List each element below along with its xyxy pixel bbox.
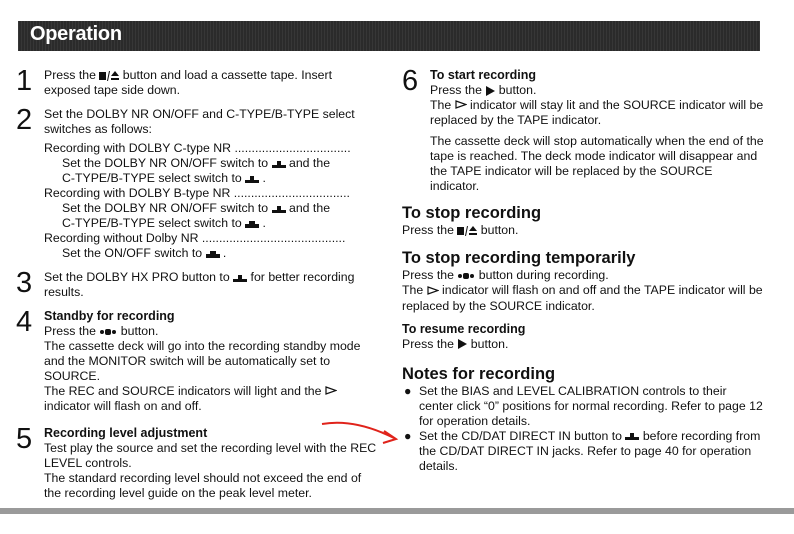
step-paragraph: The indicator will stay lit and the SOURCE indicator will be replaced by the TAPE indicator. (430, 98, 764, 128)
step-2 (16, 104, 378, 137)
step-paragraph: The REC and SOURCE indicators will light and the indicator will flash on and off. (44, 384, 378, 414)
play-icon (485, 86, 495, 96)
step-title: Recording level adjustment (44, 426, 208, 441)
pause-recording-paragraph: The indicator will flash on and off and the TAPE indicator will be replaced by the SOURCE indicator. (402, 283, 763, 313)
step-number: 3 (16, 267, 33, 299)
step-title: Standby for recording (44, 309, 175, 323)
c-type-row: Recording with DOLBY C-type NR .................................. (44, 141, 351, 155)
pause-rec-icon (457, 272, 475, 280)
step-number: 5 (16, 423, 33, 456)
switch-icon (245, 220, 259, 228)
switch-icon (272, 205, 286, 213)
step-4 (16, 306, 378, 414)
indicator-arrow-icon (455, 98, 467, 113)
step-text: Set the DOLBY NR ON/OFF and C-TYPE/B-TYPE select switches as follows: (44, 107, 355, 136)
resume-recording-heading: To resume recording (402, 321, 526, 336)
resume-recording-text: Press the button. (402, 336, 509, 351)
step-paragraph: The cassette deck will stop automatically when the end of the tape is reached. The deck mode indicator will disappear and the TAPE indicator will be replaced by the SOURCE indicator. (430, 134, 764, 194)
red-arrow-annotation (320, 418, 405, 448)
c-type-line1: Set the DOLBY NR ON/OFF switch to and the (62, 156, 331, 170)
section-header (18, 21, 760, 51)
indicator-arrow-icon (325, 384, 337, 399)
b-type-row: Recording with DOLBY B-type NR .................................. (44, 186, 350, 200)
note-item: ● Set the CD/DAT DIRECT IN button to before recording from the CD/DAT DIRECT IN jacks. Refer to page 40 for operation details. (404, 428, 761, 473)
bullet: ● (404, 383, 412, 398)
right-column (402, 65, 764, 474)
play-icon (457, 339, 467, 349)
step-3 (16, 267, 378, 300)
switch-icon (625, 432, 639, 440)
switch-icon (272, 160, 286, 168)
no-dolby-row: Recording without Dolby NR .......................................... (44, 231, 346, 245)
step-line: Press the button. (44, 324, 159, 338)
switch-icon (233, 274, 247, 282)
b-type-line2: C-TYPE/B-TYPE select switch to . (62, 216, 266, 230)
step-line: Press the button. (430, 83, 537, 97)
stop-recording-heading: To stop recording (402, 204, 542, 223)
dolby-settings-table (16, 141, 378, 261)
bottom-rule (0, 508, 794, 514)
switch-icon (245, 175, 259, 183)
step-6 (402, 65, 764, 194)
step-number: 2 (16, 104, 33, 136)
rec-icon (99, 328, 117, 336)
pause-recording-line: Press the button during recording. (402, 268, 609, 283)
step-paragraph: The standard recording level should not exceed the end of the recording level guide on the peak level meter. (44, 471, 362, 501)
pause-recording-heading: To stop recording temporarily (402, 249, 636, 268)
page-title: Operation (30, 23, 122, 45)
note-item: ● Set the BIAS and LEVEL CALIBRATION controls to their center click “0” positions for normal recording. Refer to page 12 for operation details. (404, 383, 763, 428)
step-title: To start recording (430, 68, 537, 82)
step-paragraph: The cassette deck will go into the recording standby mode and the MONITOR switch will be automatically set to SOURCE. (44, 339, 361, 383)
step-text: Press the button and load a cassette tape. Insert exposed tape side down. (44, 68, 332, 97)
step-number: 4 (16, 306, 33, 338)
b-type-line1: Set the DOLBY NR ON/OFF switch to and the (62, 201, 331, 215)
switch-icon (206, 250, 220, 258)
stop-recording-text: Press the button. (402, 223, 519, 238)
no-dolby-line: Set the ON/OFF switch to . (62, 246, 227, 260)
bullet: ● (404, 428, 412, 443)
stop-eject-icon (99, 71, 119, 81)
step-number: 1 (16, 65, 33, 97)
indicator-arrow-icon (427, 284, 439, 299)
notes-heading: Notes for recording (402, 364, 556, 383)
step-number: 6 (402, 65, 419, 97)
step-paragraph: Test play the source and set the recording level with the REC LEVEL controls. (44, 441, 377, 471)
stop-eject-icon (457, 226, 477, 236)
step-1 (16, 65, 378, 98)
c-type-line2: C-TYPE/B-TYPE select switch to . (62, 171, 266, 185)
step-text: Set the DOLBY HX PRO button to for better recording results. (44, 270, 355, 299)
